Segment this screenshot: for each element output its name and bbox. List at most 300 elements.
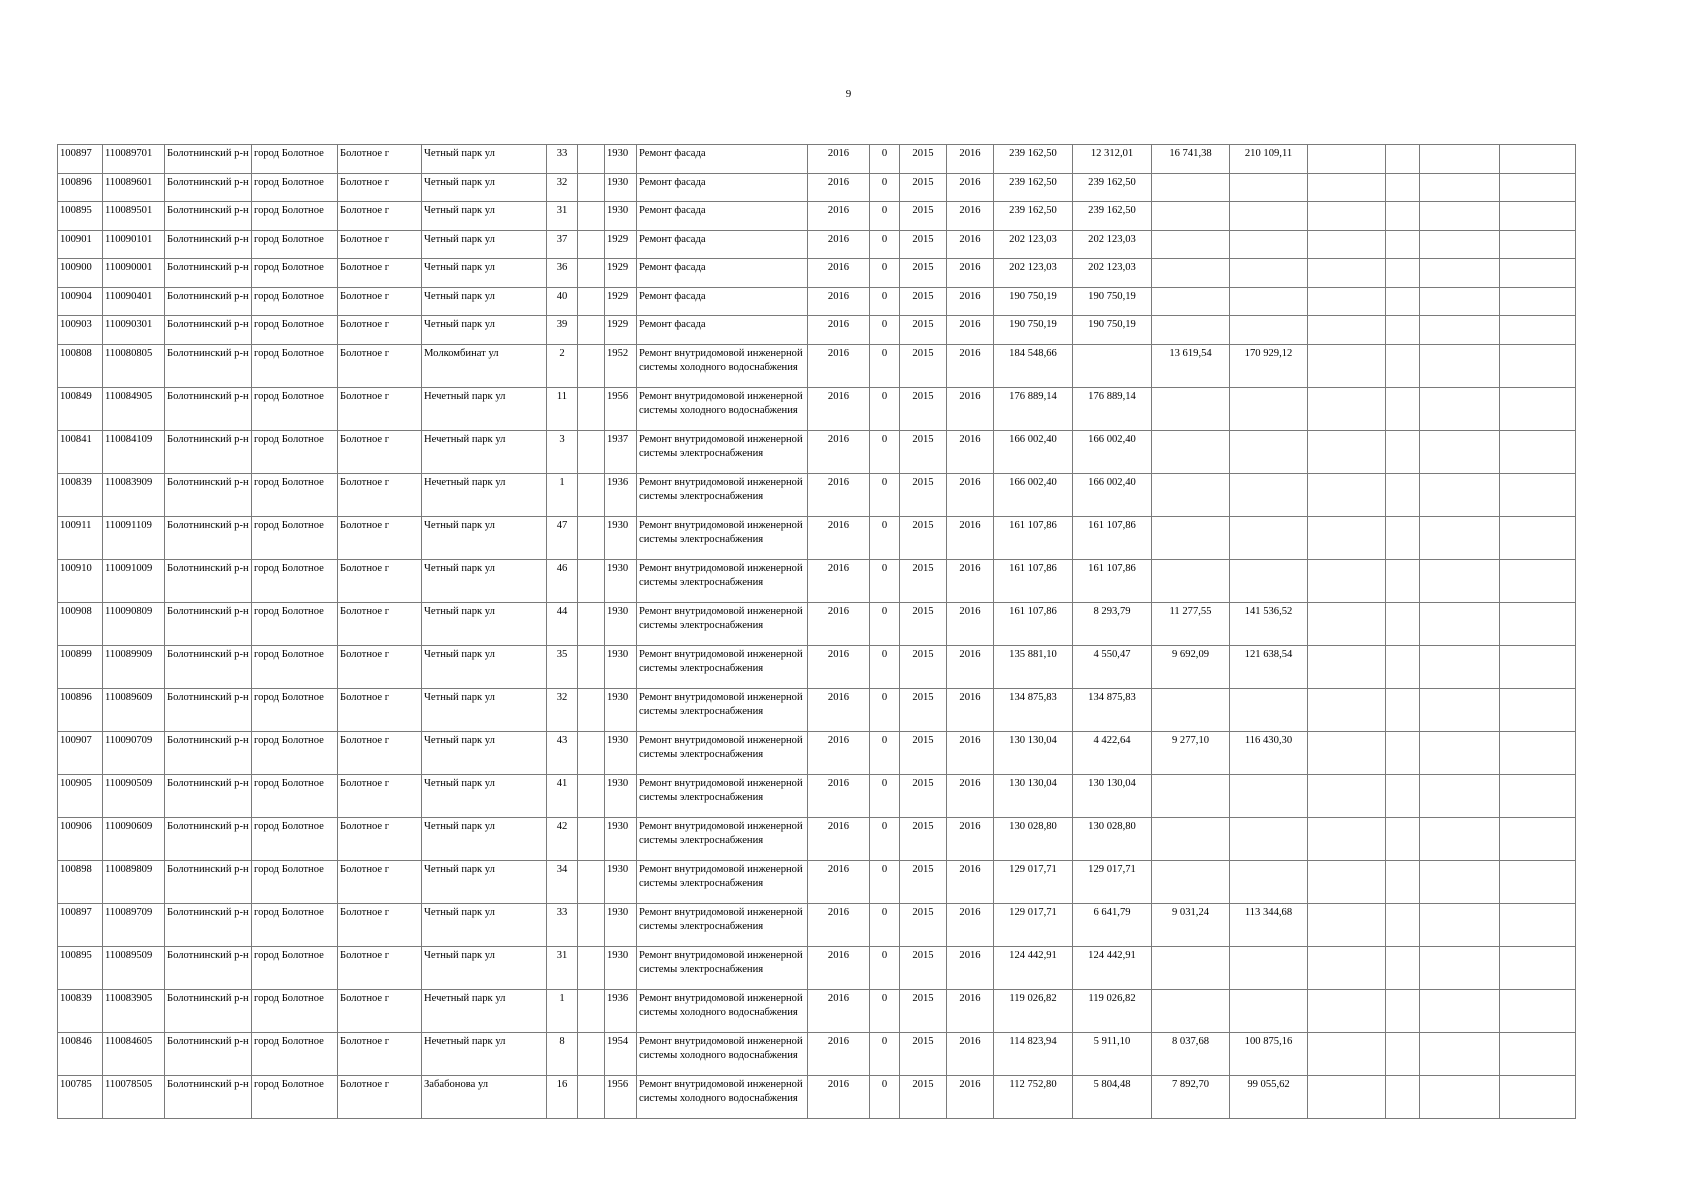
cell-plan-year: 2016: [808, 316, 870, 345]
cell-value-zero: 0: [870, 602, 900, 645]
cell-house-number: 40: [547, 287, 578, 316]
cell-building: [578, 1075, 605, 1118]
cell-house-number: 41: [547, 774, 578, 817]
cell-house-code: 110090709: [103, 731, 165, 774]
cell-plan-year: 2016: [808, 344, 870, 387]
cell-extra-4: [1500, 202, 1576, 231]
cell-work-type: Ремонт фасада: [637, 287, 808, 316]
cell-locality: Болотное г: [338, 688, 422, 731]
table-row: [58, 688, 1576, 731]
cell-end-year: 2016: [947, 903, 994, 946]
cell-municipality: город Болотное: [252, 344, 338, 387]
cell-end-year: 2016: [947, 946, 994, 989]
cell-house-code: 110090301: [103, 316, 165, 345]
cell-budget-amount: [1152, 387, 1230, 430]
cell-year-built: 1936: [605, 473, 637, 516]
cell-total-cost: 124 442,91: [994, 946, 1073, 989]
cell-start-year: 2015: [900, 259, 947, 288]
cell-extra-1: [1308, 1032, 1386, 1075]
cell-building: [578, 688, 605, 731]
cell-budget-amount: [1152, 287, 1230, 316]
cell-extra-3: [1420, 860, 1500, 903]
cell-total-cost: 134 875,83: [994, 688, 1073, 731]
cell-street: Нечетный парк ул: [422, 387, 547, 430]
cell-value-zero: 0: [870, 344, 900, 387]
cell-locality: Болотное г: [338, 731, 422, 774]
cell-house-code: 110089809: [103, 860, 165, 903]
cell-value-zero: 0: [870, 173, 900, 202]
cell-budget-amount: [1152, 774, 1230, 817]
cell-locality: Болотное г: [338, 946, 422, 989]
cell-extra-3: [1420, 946, 1500, 989]
cell-extra-4: [1500, 602, 1576, 645]
cell-end-year: 2016: [947, 387, 994, 430]
cell-end-year: 2016: [947, 259, 994, 288]
cell-row-id: 100846: [58, 1032, 103, 1075]
cell-budget-amount: 7 892,70: [1152, 1075, 1230, 1118]
cell-street: Четный парк ул: [422, 516, 547, 559]
cell-house-code: 110090609: [103, 817, 165, 860]
cell-extra-4: [1500, 473, 1576, 516]
cell-district: Болотнинский р-н: [165, 1032, 252, 1075]
cell-total-cost: 161 107,86: [994, 602, 1073, 645]
cell-plan-year: 2016: [808, 860, 870, 903]
cell-district: Болотнинский р-н: [165, 989, 252, 1032]
cell-street: Четный парк ул: [422, 202, 547, 231]
cell-year-built: 1930: [605, 559, 637, 602]
cell-plan-year: 2016: [808, 688, 870, 731]
cell-municipality: город Болотное: [252, 1032, 338, 1075]
cell-fund-amount: 5 911,10: [1073, 1032, 1152, 1075]
cell-budget-amount: [1152, 559, 1230, 602]
cell-extra-1: [1308, 559, 1386, 602]
cell-building: [578, 774, 605, 817]
cell-locality: Болотное г: [338, 430, 422, 473]
cell-house-code: 110090001: [103, 259, 165, 288]
cell-locality: Болотное г: [338, 903, 422, 946]
cell-value-zero: 0: [870, 316, 900, 345]
cell-locality: Болотное г: [338, 202, 422, 231]
cell-work-type: Ремонт фасада: [637, 230, 808, 259]
cell-house-code: 110090809: [103, 602, 165, 645]
cell-end-year: 2016: [947, 602, 994, 645]
cell-extra-1: [1308, 202, 1386, 231]
cell-building: [578, 230, 605, 259]
cell-extra-4: [1500, 173, 1576, 202]
cell-district: Болотнинский р-н: [165, 202, 252, 231]
cell-locality: Болотное г: [338, 473, 422, 516]
cell-row-id: 100911: [58, 516, 103, 559]
cell-work-type: Ремонт фасада: [637, 173, 808, 202]
cell-locality: Болотное г: [338, 989, 422, 1032]
cell-extra-2: [1386, 1075, 1420, 1118]
cell-extra-1: [1308, 688, 1386, 731]
table-row: [58, 516, 1576, 559]
cell-building: [578, 316, 605, 345]
cell-extra-4: [1500, 1075, 1576, 1118]
cell-plan-year: 2016: [808, 989, 870, 1032]
cell-plan-year: 2016: [808, 230, 870, 259]
cell-start-year: 2015: [900, 316, 947, 345]
cell-start-year: 2015: [900, 387, 947, 430]
cell-other-amount: [1230, 860, 1308, 903]
cell-locality: Болотное г: [338, 645, 422, 688]
cell-end-year: 2016: [947, 731, 994, 774]
cell-start-year: 2015: [900, 645, 947, 688]
cell-plan-year: 2016: [808, 516, 870, 559]
cell-extra-4: [1500, 287, 1576, 316]
cell-plan-year: 2016: [808, 1075, 870, 1118]
cell-work-type: Ремонт внутридомовой инженерной системы электроснабжения: [637, 774, 808, 817]
cell-fund-amount: [1073, 344, 1152, 387]
cell-district: Болотнинский р-н: [165, 774, 252, 817]
cell-extra-1: [1308, 430, 1386, 473]
cell-building: [578, 173, 605, 202]
cell-value-zero: 0: [870, 731, 900, 774]
cell-house-number: 36: [547, 259, 578, 288]
cell-municipality: город Болотное: [252, 387, 338, 430]
cell-end-year: 2016: [947, 688, 994, 731]
cell-house-number: 32: [547, 173, 578, 202]
cell-extra-3: [1420, 688, 1500, 731]
cell-extra-2: [1386, 259, 1420, 288]
cell-municipality: город Болотное: [252, 145, 338, 174]
cell-total-cost: 161 107,86: [994, 559, 1073, 602]
cell-extra-1: [1308, 817, 1386, 860]
cell-other-amount: 100 875,16: [1230, 1032, 1308, 1075]
cell-work-type: Ремонт внутридомовой инженерной системы электроснабжения: [637, 602, 808, 645]
cell-street: Четный парк ул: [422, 903, 547, 946]
cell-work-type: Ремонт внутридомовой инженерной системы электроснабжения: [637, 688, 808, 731]
table-row: [58, 173, 1576, 202]
cell-house-number: 39: [547, 316, 578, 345]
cell-year-built: 1930: [605, 731, 637, 774]
cell-end-year: 2016: [947, 1032, 994, 1075]
cell-total-cost: 112 752,80: [994, 1075, 1073, 1118]
cell-street: Четный парк ул: [422, 774, 547, 817]
page-number: 9: [845, 88, 852, 100]
cell-municipality: город Болотное: [252, 688, 338, 731]
cell-building: [578, 145, 605, 174]
cell-row-id: 100785: [58, 1075, 103, 1118]
cell-row-id: 100898: [58, 860, 103, 903]
cell-fund-amount: 130 130,04: [1073, 774, 1152, 817]
cell-work-type: Ремонт внутридомовой инженерной системы холодного водоснабжения: [637, 1032, 808, 1075]
cell-locality: Болотное г: [338, 145, 422, 174]
cell-row-id: 100849: [58, 387, 103, 430]
cell-value-zero: 0: [870, 145, 900, 174]
cell-row-id: 100896: [58, 173, 103, 202]
cell-locality: Болотное г: [338, 230, 422, 259]
cell-other-amount: 170 929,12: [1230, 344, 1308, 387]
cell-house-number: 32: [547, 688, 578, 731]
cell-street: Нечетный парк ул: [422, 473, 547, 516]
cell-extra-2: [1386, 516, 1420, 559]
cell-year-built: 1929: [605, 230, 637, 259]
cell-district: Болотнинский р-н: [165, 259, 252, 288]
cell-building: [578, 430, 605, 473]
cell-house-number: 37: [547, 230, 578, 259]
table-row: [58, 230, 1576, 259]
cell-start-year: 2015: [900, 817, 947, 860]
cell-extra-4: [1500, 903, 1576, 946]
cell-house-code: 110083905: [103, 989, 165, 1032]
cell-district: Болотнинский р-н: [165, 903, 252, 946]
table-row: [58, 860, 1576, 903]
cell-budget-amount: [1152, 259, 1230, 288]
cell-extra-2: [1386, 946, 1420, 989]
cell-plan-year: 2016: [808, 559, 870, 602]
cell-house-number: 16: [547, 1075, 578, 1118]
cell-row-id: 100906: [58, 817, 103, 860]
cell-street: Четный парк ул: [422, 287, 547, 316]
cell-locality: Болотное г: [338, 860, 422, 903]
cell-extra-1: [1308, 602, 1386, 645]
cell-district: Болотнинский р-н: [165, 287, 252, 316]
cell-end-year: 2016: [947, 516, 994, 559]
cell-start-year: 2015: [900, 989, 947, 1032]
cell-other-amount: [1230, 202, 1308, 231]
cell-house-number: 3: [547, 430, 578, 473]
cell-work-type: Ремонт внутридомовой инженерной системы электроснабжения: [637, 817, 808, 860]
cell-row-id: 100905: [58, 774, 103, 817]
cell-locality: Болотное г: [338, 774, 422, 817]
cell-municipality: город Болотное: [252, 173, 338, 202]
cell-extra-1: [1308, 860, 1386, 903]
cell-other-amount: [1230, 230, 1308, 259]
cell-municipality: город Болотное: [252, 731, 338, 774]
cell-work-type: Ремонт внутридомовой инженерной системы холодного водоснабжения: [637, 989, 808, 1032]
cell-extra-3: [1420, 287, 1500, 316]
cell-extra-2: [1386, 202, 1420, 231]
cell-extra-1: [1308, 259, 1386, 288]
cell-municipality: город Болотное: [252, 602, 338, 645]
cell-district: Болотнинский р-н: [165, 430, 252, 473]
cell-district: Болотнинский р-н: [165, 173, 252, 202]
cell-budget-amount: [1152, 202, 1230, 231]
cell-street: Нечетный парк ул: [422, 989, 547, 1032]
cell-fund-amount: 5 804,48: [1073, 1075, 1152, 1118]
cell-year-built: 1930: [605, 774, 637, 817]
cell-year-built: 1930: [605, 602, 637, 645]
cell-value-zero: 0: [870, 688, 900, 731]
cell-year-built: 1930: [605, 817, 637, 860]
cell-house-code: 110078505: [103, 1075, 165, 1118]
cell-building: [578, 860, 605, 903]
cell-budget-amount: [1152, 516, 1230, 559]
cell-value-zero: 0: [870, 903, 900, 946]
cell-row-id: 100895: [58, 946, 103, 989]
cell-extra-3: [1420, 602, 1500, 645]
cell-start-year: 2015: [900, 173, 947, 202]
cell-other-amount: 121 638,54: [1230, 645, 1308, 688]
cell-street: Четный парк ул: [422, 173, 547, 202]
cell-work-type: Ремонт внутридомовой инженерной системы холодного водоснабжения: [637, 344, 808, 387]
cell-extra-3: [1420, 259, 1500, 288]
cell-value-zero: 0: [870, 559, 900, 602]
cell-extra-3: [1420, 173, 1500, 202]
cell-end-year: 2016: [947, 173, 994, 202]
cell-total-cost: 161 107,86: [994, 516, 1073, 559]
cell-total-cost: 176 889,14: [994, 387, 1073, 430]
cell-start-year: 2015: [900, 559, 947, 602]
cell-extra-2: [1386, 344, 1420, 387]
cell-total-cost: 239 162,50: [994, 145, 1073, 174]
cell-fund-amount: 239 162,50: [1073, 173, 1152, 202]
table-row: [58, 473, 1576, 516]
cell-building: [578, 946, 605, 989]
cell-year-built: 1930: [605, 688, 637, 731]
cell-municipality: город Болотное: [252, 903, 338, 946]
cell-row-id: 100895: [58, 202, 103, 231]
cell-house-number: 34: [547, 860, 578, 903]
cell-start-year: 2015: [900, 516, 947, 559]
cell-other-amount: [1230, 473, 1308, 516]
cell-extra-1: [1308, 230, 1386, 259]
cell-house-code: 110089601: [103, 173, 165, 202]
cell-house-number: 33: [547, 145, 578, 174]
cell-total-cost: 239 162,50: [994, 173, 1073, 202]
cell-street: Нечетный парк ул: [422, 1032, 547, 1075]
cell-total-cost: 130 028,80: [994, 817, 1073, 860]
cell-house-code: 110089709: [103, 903, 165, 946]
cell-fund-amount: 12 312,01: [1073, 145, 1152, 174]
cell-street: Четный парк ул: [422, 860, 547, 903]
cell-row-id: 100896: [58, 688, 103, 731]
cell-fund-amount: 190 750,19: [1073, 287, 1152, 316]
cell-total-cost: 239 162,50: [994, 202, 1073, 231]
cell-district: Болотнинский р-н: [165, 516, 252, 559]
cell-house-code: 110091009: [103, 559, 165, 602]
cell-budget-amount: [1152, 316, 1230, 345]
cell-budget-amount: 16 741,38: [1152, 145, 1230, 174]
cell-fund-amount: 129 017,71: [1073, 860, 1152, 903]
cell-extra-4: [1500, 316, 1576, 345]
cell-value-zero: 0: [870, 774, 900, 817]
cell-total-cost: 130 130,04: [994, 731, 1073, 774]
cell-value-zero: 0: [870, 645, 900, 688]
cell-plan-year: 2016: [808, 817, 870, 860]
cell-extra-3: [1420, 387, 1500, 430]
cell-extra-3: [1420, 774, 1500, 817]
cell-street: Четный парк ул: [422, 230, 547, 259]
cell-budget-amount: [1152, 688, 1230, 731]
table-row: [58, 145, 1576, 174]
cell-plan-year: 2016: [808, 430, 870, 473]
cell-value-zero: 0: [870, 989, 900, 1032]
cell-extra-1: [1308, 344, 1386, 387]
cell-year-built: 1930: [605, 645, 637, 688]
cell-extra-4: [1500, 817, 1576, 860]
cell-fund-amount: 130 028,80: [1073, 817, 1152, 860]
cell-extra-4: [1500, 516, 1576, 559]
cell-extra-3: [1420, 516, 1500, 559]
cell-municipality: город Болотное: [252, 516, 338, 559]
cell-end-year: 2016: [947, 430, 994, 473]
cell-plan-year: 2016: [808, 259, 870, 288]
cell-house-code: 110089509: [103, 946, 165, 989]
cell-total-cost: 119 026,82: [994, 989, 1073, 1032]
cell-other-amount: [1230, 387, 1308, 430]
cell-house-number: 2: [547, 344, 578, 387]
cell-district: Болотнинский р-н: [165, 344, 252, 387]
cell-extra-3: [1420, 903, 1500, 946]
cell-end-year: 2016: [947, 145, 994, 174]
cell-budget-amount: [1152, 473, 1230, 516]
cell-extra-2: [1386, 602, 1420, 645]
cell-house-number: 47: [547, 516, 578, 559]
cell-year-built: 1930: [605, 202, 637, 231]
cell-extra-4: [1500, 774, 1576, 817]
cell-row-id: 100897: [58, 145, 103, 174]
table-row: [58, 602, 1576, 645]
cell-house-number: 35: [547, 645, 578, 688]
cell-municipality: город Болотное: [252, 316, 338, 345]
cell-municipality: город Болотное: [252, 946, 338, 989]
cell-extra-4: [1500, 559, 1576, 602]
cell-locality: Болотное г: [338, 287, 422, 316]
cell-fund-amount: 134 875,83: [1073, 688, 1152, 731]
cell-work-type: Ремонт внутридомовой инженерной системы электроснабжения: [637, 473, 808, 516]
table-row: [58, 989, 1576, 1032]
cell-house-code: 110083909: [103, 473, 165, 516]
cell-budget-amount: [1152, 430, 1230, 473]
cell-budget-amount: 9 692,09: [1152, 645, 1230, 688]
table-row: [58, 259, 1576, 288]
cell-extra-1: [1308, 989, 1386, 1032]
cell-municipality: город Болотное: [252, 230, 338, 259]
cell-street: Четный парк ул: [422, 145, 547, 174]
cell-extra-2: [1386, 989, 1420, 1032]
cell-district: Болотнинский р-н: [165, 230, 252, 259]
cell-other-amount: [1230, 688, 1308, 731]
cell-building: [578, 287, 605, 316]
cell-end-year: 2016: [947, 230, 994, 259]
cell-row-id: 100903: [58, 316, 103, 345]
cell-total-cost: 202 123,03: [994, 259, 1073, 288]
cell-other-amount: [1230, 516, 1308, 559]
cell-fund-amount: 4 550,47: [1073, 645, 1152, 688]
table-row: [58, 903, 1576, 946]
cell-plan-year: 2016: [808, 387, 870, 430]
cell-value-zero: 0: [870, 516, 900, 559]
cell-value-zero: 0: [870, 946, 900, 989]
cell-total-cost: 190 750,19: [994, 316, 1073, 345]
cell-budget-amount: 11 277,55: [1152, 602, 1230, 645]
cell-locality: Болотное г: [338, 602, 422, 645]
cell-total-cost: 202 123,03: [994, 230, 1073, 259]
cell-start-year: 2015: [900, 1032, 947, 1075]
cell-extra-4: [1500, 430, 1576, 473]
table-row: [58, 344, 1576, 387]
cell-house-number: 42: [547, 817, 578, 860]
cell-value-zero: 0: [870, 202, 900, 231]
table-row: [58, 287, 1576, 316]
cell-house-number: 44: [547, 602, 578, 645]
cell-house-code: 110089701: [103, 145, 165, 174]
cell-house-number: 46: [547, 559, 578, 602]
cell-municipality: город Болотное: [252, 473, 338, 516]
cell-value-zero: 0: [870, 230, 900, 259]
cell-budget-amount: 13 619,54: [1152, 344, 1230, 387]
cell-district: Болотнинский р-н: [165, 731, 252, 774]
cell-district: Болотнинский р-н: [165, 559, 252, 602]
cell-other-amount: [1230, 173, 1308, 202]
cell-plan-year: 2016: [808, 774, 870, 817]
cell-year-built: 1929: [605, 316, 637, 345]
cell-budget-amount: [1152, 173, 1230, 202]
cell-row-id: 100841: [58, 430, 103, 473]
